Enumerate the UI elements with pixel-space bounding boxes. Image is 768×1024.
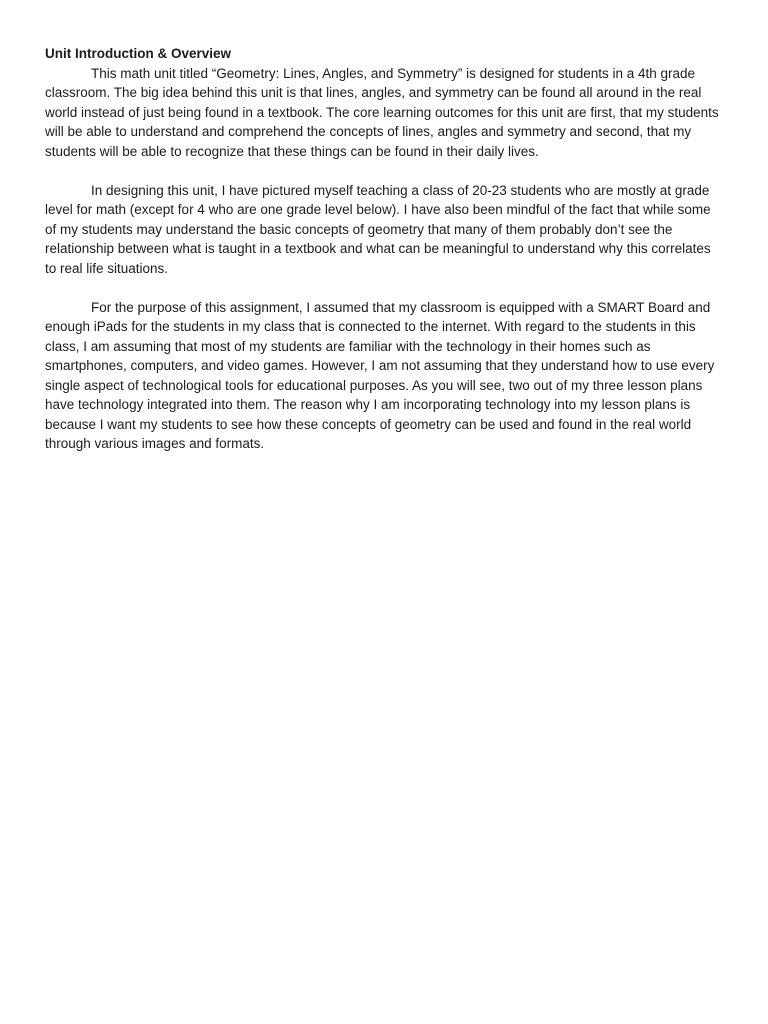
section-heading: Unit Introduction & Overview	[45, 46, 232, 61]
paragraph-technology-assumptions: For the purpose of this assignment, I assumed that my classroom is equipped with a SMART Board and enough iPads for the students in my class that is connected to the internet. With regard to the students in this class, I am assuming that most of my students are familiar with the technology in their homes such as smartphones, computers, and video games. However, I am not assuming that they understand how to use every single aspect of technological tools for educational purposes. As you will see, two out of my three lesson plans have technology integrated into them. The reason why I am incorporating technology into my lesson plans is because I want my students to see how these concepts of geometry can be used and found in the real world through various images and formats.	[45, 299, 715, 451]
document-body	[45, 44, 725, 473]
paragraph-unit-description: This math unit titled “Geometry: Lines, Angles, and Symmetry” is designed for students in a 4th grade classroom. The big idea behind this unit is that lines, angles, and symmetry can be found all around in the real world instead of just being found in a textbook. The core learning outcomes for this unit are first, that my students will be able to understand and comprehend the concepts of lines, angles and symmetry and second, that my students will be able to recognize that these things can be found in their daily lives.	[45, 65, 719, 159]
paragraph-class-context: In designing this unit, I have pictured myself teaching a class of 20-23 students who are mostly at grade level for math (except for 4 who are one grade level below). I have also been mindful of the fact that while some of my students may understand the basic concepts of geometry that many of them probably don’t see the relationship between what is taught in a textbook and what can be meaningful to understand why this correlates to real life situations.	[45, 182, 711, 276]
